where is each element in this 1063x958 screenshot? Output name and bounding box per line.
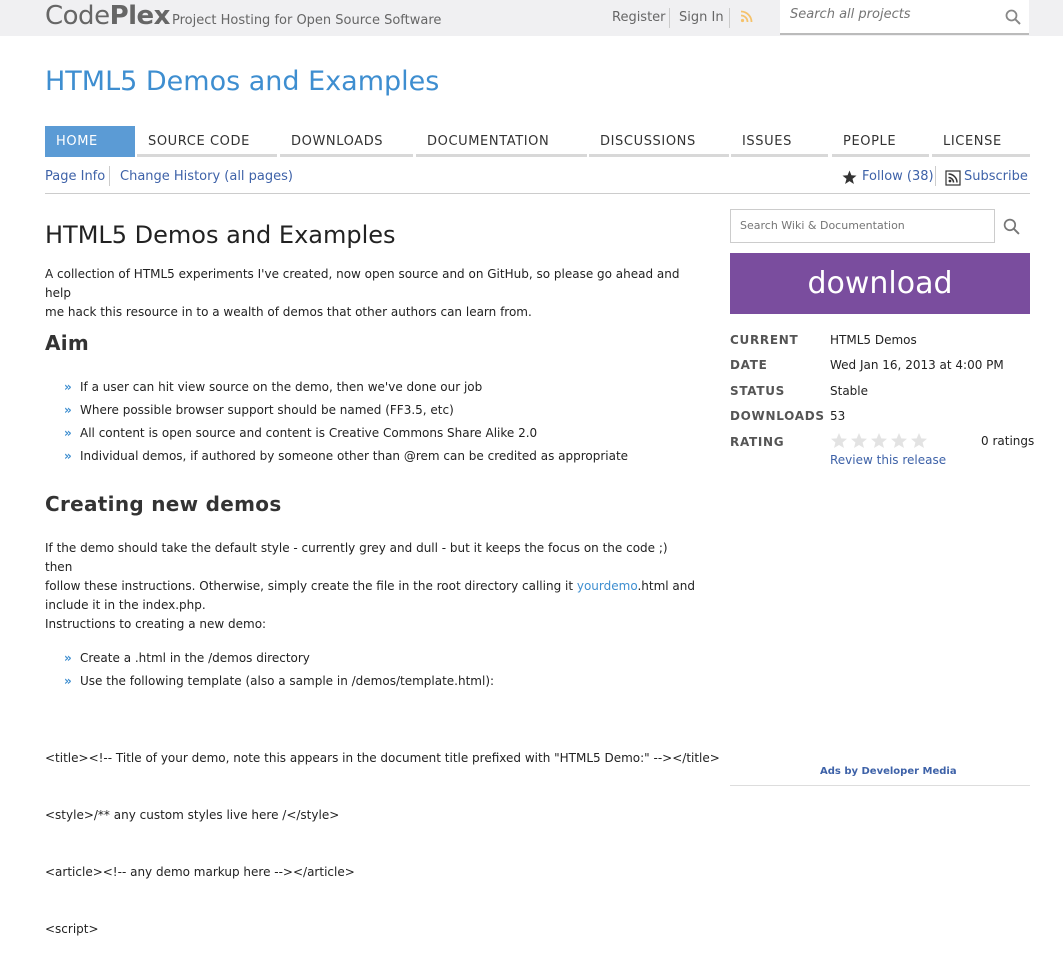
project-title[interactable]: HTML5 Demos and Examples xyxy=(45,66,440,97)
creating-demos-heading: Creating new demos xyxy=(45,492,282,516)
instructions-list xyxy=(64,650,494,696)
current-value: HTML5 Demos xyxy=(830,333,917,347)
code-line: <style>/** any custom styles live here /</style> xyxy=(45,808,340,822)
list-item-text: Where possible browser support should be named (FF3.5, etc) xyxy=(80,403,454,417)
yourdemo-link[interactable]: yourdemo xyxy=(576,579,638,593)
tab-documentation[interactable]: DOCUMENTATION xyxy=(416,126,587,157)
rating-label: RATING xyxy=(730,435,785,449)
list-item xyxy=(64,673,494,696)
ads-label[interactable]: Ads by Developer Media xyxy=(820,766,957,777)
bullet-icon: » xyxy=(64,449,72,463)
list-item xyxy=(64,650,494,673)
divider xyxy=(109,166,110,186)
creating-text: .html and xyxy=(637,579,695,593)
list-item xyxy=(64,448,628,471)
instructions-intro: Instructions to creating a new demo: xyxy=(45,617,267,631)
aim-heading: Aim xyxy=(45,331,90,355)
search-icon[interactable] xyxy=(1003,218,1020,235)
search-icon[interactable] xyxy=(1005,9,1021,25)
date-value: Wed Jan 16, 2013 at 4:00 PM xyxy=(830,358,1004,372)
divider xyxy=(729,8,730,28)
tab-license[interactable]: LICENSE xyxy=(932,126,1030,157)
bullet-icon: » xyxy=(64,674,72,688)
download-button[interactable]: download xyxy=(730,253,1030,314)
intro-line: A collection of HTML5 experiments I've created, now open source and on GitHub, so please go ahead and help xyxy=(45,267,680,300)
creating-line: include it in the index.php. xyxy=(45,598,206,612)
star-icon[interactable] xyxy=(830,432,930,450)
current-label: CURRENT xyxy=(730,333,799,347)
divider xyxy=(935,166,936,186)
rss-icon xyxy=(946,171,960,185)
list-item xyxy=(64,379,628,402)
star-icon xyxy=(842,170,857,185)
project-search[interactable] xyxy=(780,0,1029,35)
project-search-input[interactable] xyxy=(790,7,990,22)
page-info-link[interactable]: Page Info xyxy=(45,169,106,184)
tab-issues[interactable]: ISSUES xyxy=(731,126,828,157)
list-item-text: All content is open source and content is Creative Commons Share Alike 2.0 xyxy=(80,426,538,440)
date-label: DATE xyxy=(730,358,768,372)
code-line: <script> xyxy=(45,922,99,936)
list-item-text: Individual demos, if authored by someone other than @rem can be credited as appropriate xyxy=(80,449,629,463)
wiki-search[interactable] xyxy=(730,209,995,243)
site-tagline: Project Hosting for Open Source Software xyxy=(172,13,442,28)
bullet-icon: » xyxy=(64,651,72,665)
bullet-icon: » xyxy=(64,403,72,417)
list-item-text: Create a .html in the /demos directory xyxy=(80,651,310,665)
tab-downloads[interactable]: DOWNLOADS xyxy=(280,126,413,157)
tab-home[interactable]: HOME xyxy=(45,126,135,157)
code-line: <article><!-- any demo markup here --></article> xyxy=(45,865,355,879)
tab-people[interactable]: PEOPLE xyxy=(832,126,929,157)
template-code xyxy=(45,711,720,958)
sign-in-link[interactable]: Sign In xyxy=(679,10,724,25)
list-item-text: Use the following template (also a sample in /demos/template.html): xyxy=(80,674,495,688)
creating-text: follow these instructions. Otherwise, simply create the file in the root directory calling it xyxy=(45,579,577,593)
list-item-text: If a user can hit view source on the demo, then we've done our job xyxy=(80,380,483,394)
divider xyxy=(730,785,1030,786)
divider xyxy=(669,8,670,28)
logo-code-text: Code xyxy=(45,1,110,31)
list-item xyxy=(64,425,628,448)
status-value: Stable xyxy=(830,384,869,398)
register-link[interactable]: Register xyxy=(612,10,666,25)
status-label: STATUS xyxy=(730,384,786,398)
tab-discussions[interactable]: DISCUSSIONS xyxy=(589,126,729,157)
review-release-link[interactable]: Review this release xyxy=(830,453,947,467)
intro-paragraph xyxy=(45,265,695,322)
tab-source-code[interactable]: SOURCE CODE xyxy=(137,126,277,157)
rating-stars[interactable] xyxy=(830,432,930,454)
downloads-value: 53 xyxy=(830,409,846,423)
bullet-icon: » xyxy=(64,426,72,440)
ratings-count: 0 ratings xyxy=(981,434,1035,448)
intro-line: me hack this resource in to a wealth of demos that other authors can learn from. xyxy=(45,305,532,319)
creating-line: If the demo should take the default style - currently grey and dull - but it keeps the focus on the code ;) then xyxy=(45,541,668,574)
creating-line xyxy=(45,577,695,596)
change-history-link[interactable]: Change History (all pages) xyxy=(120,169,293,184)
follow-link[interactable]: Follow (38) xyxy=(862,169,934,184)
logo-plex-text: Plex xyxy=(109,1,170,31)
downloads-label: DOWNLOADS xyxy=(730,409,825,423)
divider xyxy=(45,193,1030,194)
codeplex-logo[interactable] xyxy=(45,1,170,31)
aim-list xyxy=(64,379,628,471)
subscribe-link[interactable]: Subscribe xyxy=(964,169,1028,184)
list-item xyxy=(64,402,628,425)
wiki-search-input[interactable] xyxy=(740,219,980,232)
code-line: <title><!-- Title of your demo, note this appears in the document title prefixed with "HTML5 Demo:" --></title> xyxy=(45,751,720,765)
page-title: HTML5 Demos and Examples xyxy=(45,221,396,249)
top-bar xyxy=(0,0,1063,36)
rss-icon[interactable] xyxy=(740,10,753,23)
creating-paragraph xyxy=(45,539,695,615)
bullet-icon: » xyxy=(64,380,72,394)
